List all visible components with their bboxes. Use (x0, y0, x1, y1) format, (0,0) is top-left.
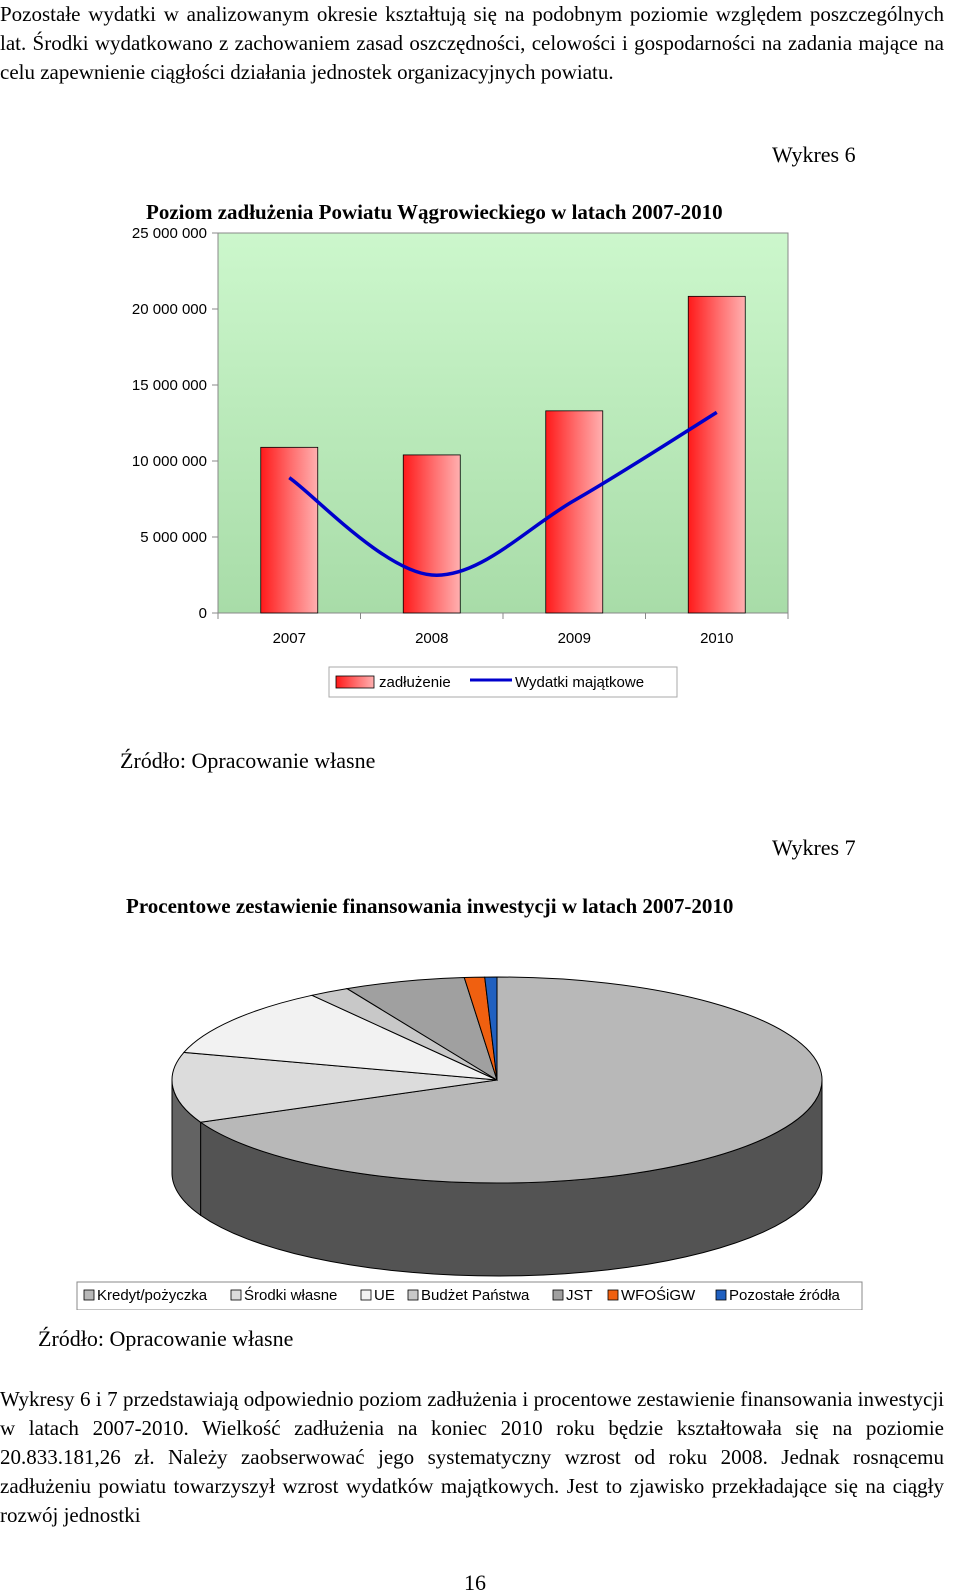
legend-label-wydatki: Wydatki majątkowe (515, 674, 644, 691)
pie-legend-swatch (84, 1290, 94, 1300)
pie-legend-swatch (408, 1290, 418, 1300)
pie-legend-swatch (231, 1290, 241, 1300)
financing-pie-chart (0, 970, 960, 1310)
legend-swatch-zadluzenie (336, 676, 374, 688)
pie-legend-label: WFOŚiGW (621, 1286, 696, 1304)
debt-bar-chart (0, 220, 960, 740)
legend-label-zadluzenie: zadłużenie (379, 674, 451, 691)
pie-legend-swatch (361, 1290, 371, 1300)
x-tick-label-2009: 2009 (558, 630, 591, 647)
intro-paragraph: Pozostałe wydatki w analizowanym okresie kształtują się na podobnym poziomie względem poszczególnych lat. Środki wydatkowano z zachowaniem zasad oszczędności, celowości i gospodarności na zadania mające na celu zapewnienie ciągłości działania jednostek organizacyjnych powiatu. (0, 0, 944, 87)
body-paragraph: Wykresy 6 i 7 przedstawiają odpowiednio poziom zadłużenia i procentowe zestawienie finansowania inwestycji w latach 2007-2010. Wielkość zadłużenia na koniec 2010 roku będzie kształtowała się na poziomie 20.833.181,26 zł. Należy zaobserwować jego systematyczny wzrost od roku 2008. Jednak rosnącemu zadłużeniu powiatu towarzyszył wzrost wydatków majątkowych. Jest to zjawisko przekładające się na ciągły rozwój jednostki (0, 1385, 944, 1530)
bar-2008 (403, 455, 460, 613)
y-tick-label: 20 000 000 (132, 301, 207, 318)
pie-legend-label: Środki własne (244, 1286, 337, 1304)
pie-legend-label: JST (566, 1287, 593, 1304)
pie-legend-label: Kredyt/pożyczka (97, 1287, 208, 1304)
x-tick-label-2008: 2008 (415, 630, 448, 647)
chart6-label: Wykres 6 (772, 142, 856, 168)
chart7-title: Procentowe zestawienie finansowania inwestycji w latach 2007-2010 (126, 894, 733, 919)
y-tick-label: 5 000 000 (140, 529, 207, 546)
chart6-source: Źródło: Opracowanie własne (120, 748, 375, 774)
pie-legend-swatch (608, 1290, 618, 1300)
bar-2007 (261, 447, 318, 613)
y-tick-label: 10 000 000 (132, 453, 207, 470)
bar-2010 (688, 296, 745, 613)
y-tick-label: 0 (199, 605, 207, 622)
chart6-title: Poziom zadłużenia Powiatu Wągrowieckiego w latach 2007-2010 (146, 200, 723, 225)
pie-legend-label: Pozostałe źródła (729, 1287, 841, 1304)
pie-legend-swatch (716, 1290, 726, 1300)
pie-legend-label: Budżet Państwa (421, 1287, 530, 1304)
page-number: 16 (464, 1570, 486, 1596)
chart7-source: Źródło: Opracowanie własne (38, 1326, 293, 1352)
y-tick-label: 15 000 000 (132, 377, 207, 394)
x-tick-label-2007: 2007 (273, 630, 306, 647)
pie-legend-swatch (553, 1290, 563, 1300)
y-tick-label: 25 000 000 (132, 225, 207, 242)
x-tick-label-2010: 2010 (700, 630, 733, 647)
pie-legend-label: UE (374, 1287, 395, 1304)
chart7-label: Wykres 7 (772, 835, 856, 861)
